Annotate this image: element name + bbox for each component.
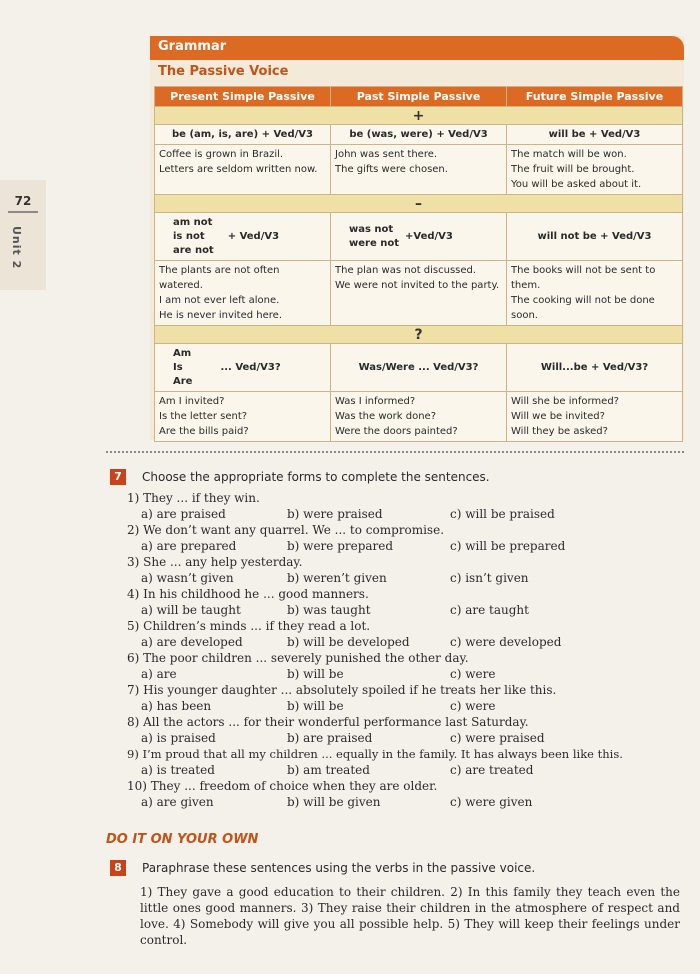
question-present-formula	[155, 344, 331, 392]
example-line: Will she be informed?	[511, 396, 619, 407]
stack-item: Am	[173, 347, 192, 359]
positive-symbol: +	[155, 107, 683, 125]
example-line: Letters are seldom written now.	[159, 164, 318, 175]
example-cell	[507, 392, 683, 442]
example-line: The fruit will be brought.	[511, 164, 635, 175]
example-line: The books will not be sent to them.	[511, 265, 656, 291]
example-line: The plants are not often watered.	[159, 265, 280, 291]
exercise-7-badge: 7	[110, 469, 126, 485]
exercise-8-badge: 8	[110, 860, 126, 876]
option-c: c) will be praised	[450, 507, 555, 521]
example-line: We were not invited to the party.	[335, 280, 500, 291]
list-item	[127, 651, 647, 683]
example-line: Will they be asked?	[511, 426, 608, 437]
page-number: 72	[14, 194, 32, 208]
list-item	[127, 491, 647, 523]
option-a: a) will be taught	[141, 603, 241, 617]
grammar-header-bar	[150, 36, 684, 60]
question-text: 6) The poor children ... severely punished the other day.	[127, 651, 469, 665]
stack-item: was not	[349, 223, 394, 235]
column-header: Future Simple Passive	[507, 87, 683, 107]
example-line: He is never invited here.	[159, 310, 282, 321]
option-a: a) are developed	[141, 635, 243, 649]
example-line: Am I invited?	[159, 396, 225, 407]
formula-cell: be (am, is, are) + Ved/V3	[155, 125, 331, 145]
exercise-7-list	[127, 491, 647, 811]
negative-past-formula	[331, 213, 507, 261]
stack-item: are not	[173, 244, 214, 256]
example-line: Were the doors painted?	[335, 426, 458, 437]
example-cell	[331, 145, 507, 195]
option-b: b) will be developed	[287, 635, 410, 649]
stack-tail: +Ved/V3	[405, 230, 453, 242]
example-line: Coffee is grown in Brazil.	[159, 149, 284, 160]
option-c: c) were developed	[450, 635, 562, 649]
side-divider	[8, 211, 38, 213]
option-a: a) are given	[141, 795, 214, 809]
formula-cell: Was/Were ... Ved/V3?	[331, 344, 507, 392]
example-line: John was sent there.	[335, 149, 438, 160]
passive-voice-table	[154, 86, 683, 442]
option-a: a) are praised	[141, 507, 226, 521]
example-line: The match will be won.	[511, 149, 627, 160]
option-a: a) are prepared	[141, 539, 237, 553]
list-item	[127, 587, 647, 619]
section-divider	[106, 451, 684, 453]
question-text: 9) I’m proud that all my children ... equally in the family. It has always been like this.	[127, 747, 623, 761]
option-b: b) am treated	[287, 763, 370, 777]
stack-item: am not	[173, 216, 213, 228]
example-line: Was the work done?	[335, 411, 436, 422]
list-item	[127, 715, 647, 747]
question-text: 2) We don’t want any quarrel. We ... to compromise.	[127, 523, 445, 537]
option-a: a) is treated	[141, 763, 215, 777]
list-item	[127, 555, 647, 587]
example-line: The gifts were chosen.	[335, 164, 448, 175]
stack-item: Are	[173, 375, 193, 387]
formula-cell: be (was, were) + Ved/V3	[331, 125, 507, 145]
option-a: a) are	[141, 667, 177, 681]
stack-item: were not	[349, 237, 399, 249]
stack-tail: ... Ved/V3?	[220, 361, 281, 373]
negative-present-formula	[155, 213, 331, 261]
list-item	[127, 683, 647, 715]
example-line: The cooking will not be done soon.	[511, 295, 655, 321]
option-b: b) will be	[287, 667, 344, 681]
formula-cell: Will...be + Ved/V3?	[507, 344, 683, 392]
option-a: a) has been	[141, 699, 212, 713]
example-line: You will be asked about it.	[511, 179, 642, 190]
question-text: 8) All the actors ... for their wonderful performance last Saturday.	[127, 715, 529, 729]
column-header: Past Simple Passive	[331, 87, 507, 107]
unit-label: Unit 2	[10, 226, 23, 270]
option-c: c) were	[450, 699, 496, 713]
do-it-on-your-own-title: DO IT ON YOUR OWN	[106, 832, 259, 847]
example-line: Will we be invited?	[511, 411, 605, 422]
option-c: c) were praised	[450, 731, 545, 745]
option-c: c) were given	[450, 795, 533, 809]
stack-item: Is	[173, 361, 183, 373]
list-item	[127, 779, 647, 811]
example-line: Is the letter sent?	[159, 411, 248, 422]
option-a: a) is praised	[141, 731, 216, 745]
question-text: 3) She ... any help yesterday.	[127, 555, 303, 569]
column-header: Present Simple Passive	[155, 87, 331, 107]
question-text: 10) They ... freedom of choice when they are older.	[127, 779, 438, 793]
question-text: 1) They ... if they win.	[127, 491, 260, 505]
option-c: c) are treated	[450, 763, 534, 777]
example-line: Was I informed?	[335, 396, 416, 407]
example-cell	[155, 392, 331, 442]
list-item	[127, 619, 647, 651]
example-cell	[331, 261, 507, 326]
grammar-label: Grammar	[158, 39, 227, 54]
option-b: b) were prepared	[287, 539, 394, 553]
passive-voice-title: The Passive Voice	[158, 64, 289, 79]
exercise-8-instruction: Paraphrase these sentences using the verbs in the passive voice.	[142, 861, 536, 875]
formula-cell: will be + Ved/V3	[507, 125, 683, 145]
list-item	[127, 523, 647, 555]
example-cell	[155, 261, 331, 326]
question-symbol: ?	[155, 326, 683, 344]
option-c: c) will be prepared	[450, 539, 566, 553]
example-cell	[507, 145, 683, 195]
exercise-7-instruction: Choose the appropriate forms to complete the sentences.	[142, 470, 490, 484]
question-text: 5) Children’s minds ... if they read a lot.	[127, 619, 371, 633]
question-text: 4) In his childhood he ... good manners.	[127, 587, 369, 601]
example-cell	[155, 145, 331, 195]
option-a: a) wasn’t given	[141, 571, 234, 585]
negative-symbol: –	[155, 195, 683, 213]
option-b: b) was taught	[287, 603, 371, 617]
stack-item: is not	[173, 230, 205, 242]
option-b: b) weren’t given	[287, 571, 387, 585]
option-c: c) isn’t given	[450, 571, 529, 585]
example-line: The plan was not discussed.	[335, 265, 477, 276]
stack-tail: + Ved/V3	[227, 230, 280, 242]
option-c: c) were	[450, 667, 496, 681]
example-line: I am not ever left alone.	[159, 295, 280, 306]
example-cell	[331, 392, 507, 442]
option-b: b) will be given	[287, 795, 381, 809]
exercise-8-text: 1) They gave a good education to their children. 2) In this family they teach even the little ones good manners. 3) They raise their children in the atmosphere of respect and love. 4) Somebody will give you all possible help. 5) They will keep their feelings under control.	[140, 885, 680, 947]
table-header-row	[155, 87, 683, 107]
question-text: 7) His younger daughter ... absolutely spoiled if he treats her like this.	[127, 683, 557, 697]
option-b: b) were praised	[287, 507, 383, 521]
example-cell	[507, 261, 683, 326]
option-b: b) are praised	[287, 731, 373, 745]
list-item	[127, 747, 647, 779]
formula-cell: will not be + Ved/V3	[507, 213, 683, 261]
option-c: c) are taught	[450, 603, 529, 617]
example-line: Are the bills paid?	[159, 426, 249, 437]
option-b: b) will be	[287, 699, 344, 713]
